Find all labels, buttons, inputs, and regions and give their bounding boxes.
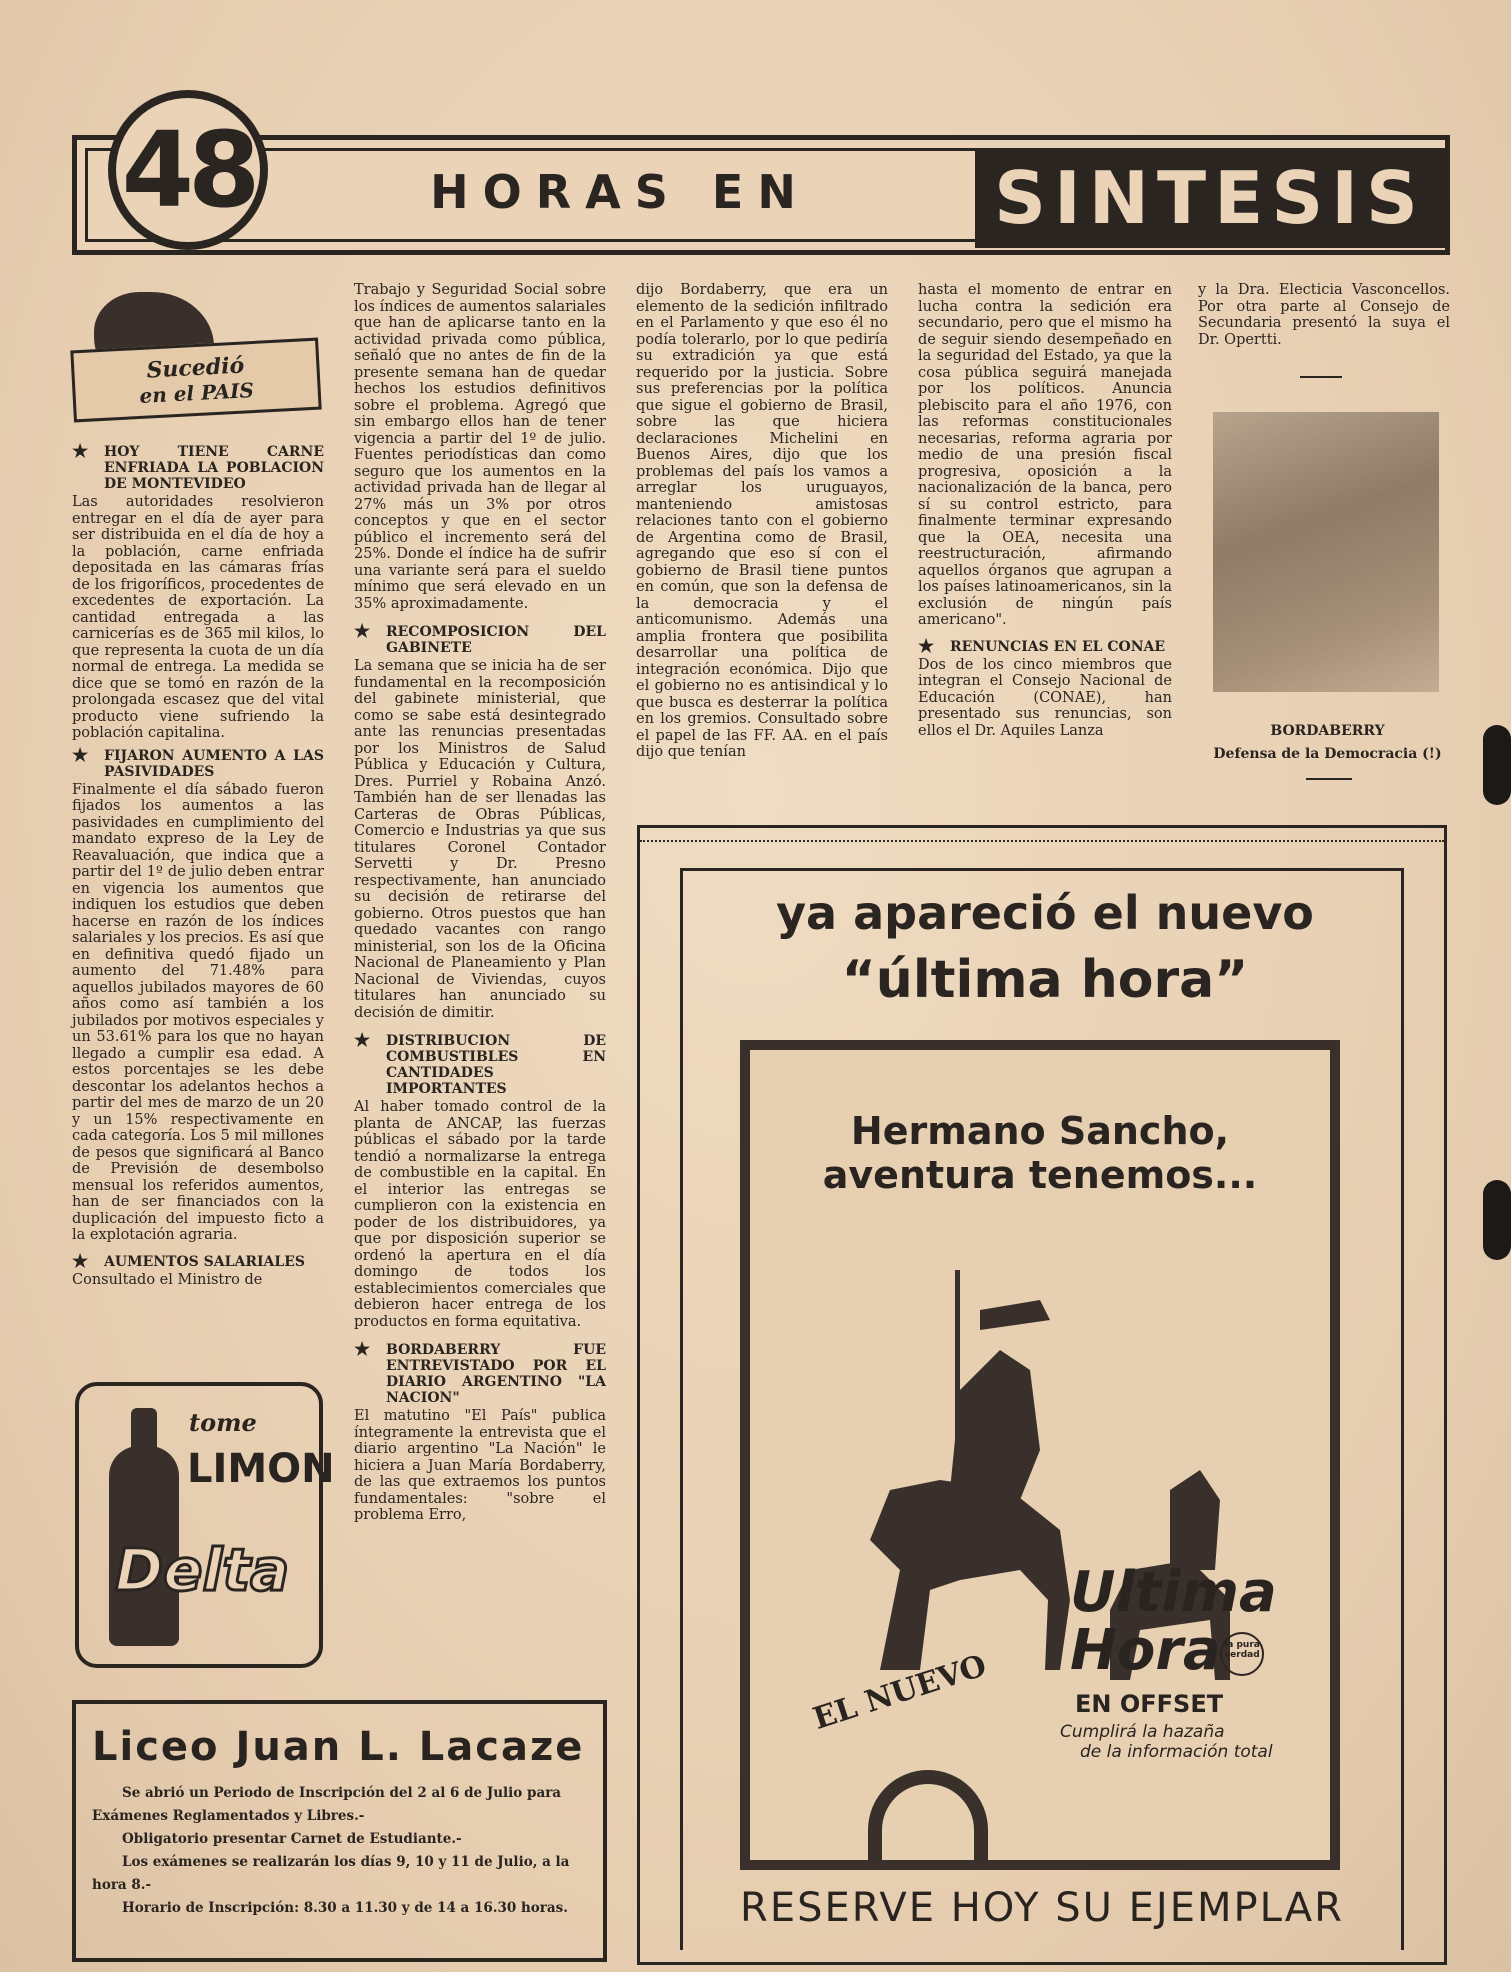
ad-headline-1: ya apareció el nuevo — [776, 886, 1314, 940]
article-headline: ★ RECOMPOSICION DEL GABINETE — [354, 621, 606, 656]
article-headline: ★ AUMENTOS SALARIALES — [72, 1250, 305, 1272]
article-body: Dos de los cinco miembros que integran el Consejo Nacional de Educación (CONAE), han presentado sus renuncias, son ellos el Dr. Aquiles Lanza — [918, 656, 1172, 739]
ad-reserve-footer: RESERVE HOY SU EJEMPLAR — [740, 1885, 1344, 1931]
column-2 — [354, 282, 606, 1524]
delta-ad-limon: LIMON — [187, 1446, 335, 1492]
ad-tagline-1: Cumplirá la hazaña — [1060, 1722, 1225, 1742]
star-icon: ★ — [72, 441, 89, 462]
liceo-line: Obligatorio presentar Carnet de Estudiante.- — [122, 1831, 462, 1847]
article-body: hasta el momento de entrar en lucha contra la sedición era secundario, pero que el mismo ha de seguir siendo desempeñado en la seguridad del Estado, ya que la cosa pública seguirá manejada por los políticos. Anuncia plebiscito para el año 1976, con las reformas constitucionales necesarias, reforma agraria por medio de una presión fiscal progresiva, oposición a la nacionalización de la banca, pero sí su control estricto, para finalmente terminar expresando que la OEA, necesita una reestructuración, afirmando aquellos órganos que agrupan a los países latinoamericanos, sin la exclusión de ningún país americano". — [918, 282, 1172, 628]
liceo-title: Liceo Juan L. Lacaze — [92, 1724, 585, 1770]
star-icon: ★ — [72, 1250, 89, 1272]
liceo-notice — [72, 1700, 607, 1962]
article-body: La semana que se inicia ha de ser fundamental en la recomposición del gabinete ministerial, que como se sabe está desintegrado ante las renuncias presentadas por los Ministros de Salud Pública y Educación y Cultura, Dres. Purriel y Robaina Anzó. También han de ser llenadas las Carteras de Obras Públicas, Comercio e Industrias ya que sus titulares Coronel Contador Servetti y Dr. Presno respectivamente, han anunciado su decisión de retirarse del gobierno. Otros puestos que han quedado vacantes con rango ministerial, son los de la Oficina Nacional de Planeamiento y Plan Nacional de Viviendas, cuyos titulares han anunciado su decisión de dimitir. — [354, 658, 606, 1021]
section-logo-line1: Sucedió — [145, 352, 245, 384]
column-5 — [1198, 282, 1450, 348]
bordaberry-portrait-photo — [1213, 412, 1439, 692]
ad-tagline-2: de la información total — [1080, 1742, 1273, 1762]
column-4 — [918, 282, 1172, 739]
portrait-name: BORDABERRY — [1270, 723, 1385, 739]
star-icon: ★ — [72, 744, 89, 766]
ad-logo-ultima: Ultima — [1070, 1560, 1277, 1625]
delta-ad-brand: Delta — [115, 1536, 290, 1604]
article-headline: ★ DISTRIBUCION DE COMBUSTIBLES EN CANTIDADES IMPORTANTES — [354, 1030, 606, 1097]
ad-headline-2: “última hora” — [841, 950, 1249, 1010]
divider — [1306, 778, 1352, 780]
divider — [1300, 376, 1342, 378]
star-icon: ★ — [918, 635, 935, 657]
ad-logo-hora: Hora — [1070, 1618, 1221, 1683]
delta-ad-tome: tome — [189, 1408, 257, 1437]
article-headline: ★ FIJARON AUMENTO A LAS PASIVIDADES — [72, 744, 324, 780]
column-1 — [72, 438, 324, 1288]
star-icon: ★ — [354, 1339, 371, 1360]
article-body: dijo Bordaberry, que era un elemento de la sedición infiltrado en el Parlamento y que eso él no podía tolerarlo, por lo que pediría su extradición ya que está requerido por la justicia. Sobre sus preferencias por la política que sigue el gobierno de Brasil, sobre las que hiciera declaraciones Michelini en Buenos Aires, dijo que los problemas del país los vamos a arreglar los uruguayos, manteniendo amistosas relaciones tanto con el gobierno de Argentina como de Brasil, agregando que eso sí con el gobierno de Brasil tiene puntos en común, que son la defensa de la democracia y el anticomunismo. Además una amplia frontera que posibilita desarrollar una política de integración económica. Dijo que el gobierno no es antisindical y lo que busca es desterrar la política en los gremios. Consultado sobre el papel de las FF. AA. en el país dijo que tenían — [636, 282, 888, 760]
binding-hole — [1483, 725, 1511, 805]
article-headline: ★ HOY TIENE CARNE ENFRIADA LA POBLACION DE MONTEVIDEO — [72, 441, 324, 492]
section-logo-line2: en el PAIS — [138, 378, 255, 408]
article-body: Finalmente el día sábado fueron fijados los aumentos a las pasividades en cumplimiento del mandato expreso de la Ley de Reavaluación, que indica que a partir del 1º de julio deben entrar en vigencia los aumentos que indiquen los estudios que deben hacerse en razón de los índices salariales y los precios. Es así que en definitiva quedó fijado un aumento del 71.48% para aquellos jubilados mayores de 60 años como así también a los jubilados por motivos especiales y un 53.61% para los que no hayan llegado a cumplir esa edad. A estos porcentajes se les debe descontar los adelantos hechos a partir del mes de marzo de un 20 y un 15% respectivamente en cada categoría. Los 5 mil millones de pesos que significará al Banco de Previsión de desembolso mensual los referidos aumentos, han de ser financiados con la duplicación del impuesto ficto a la explotación agraria. — [72, 781, 324, 1243]
liceo-line: Los exámenes se realizarán los días 9, 10 y 11 de Julio, a la hora 8.- — [92, 1854, 570, 1893]
ad-en-offset: EN OFFSET — [1075, 1690, 1224, 1718]
portrait-caption — [1190, 720, 1465, 766]
delta-limon-ad — [75, 1382, 335, 1668]
article-body: Al haber tomado control de la planta de ANCAP, las fuerzas públicas el sábado por la tarde tendió a normalizarse la entrega de combustible en la capital. En el interior las entregas se cumplieron con la existencia en poder de los distribuidores, ya que por disposición superior se ordenó la apertura en el día domingo de todos los establecimientos comerciales que debieron hacer entrega de los productos en forma equitativa. — [354, 1099, 606, 1330]
liceo-line: Horario de Inscripción: 8.30 a 11.30 y de 14 a 16.30 horas. — [122, 1900, 568, 1916]
article-body: Consultado el Ministro de — [72, 1271, 263, 1288]
masthead-sintesis: SINTESIS — [975, 148, 1445, 248]
portrait-subtitle: Defensa de la Democracia (!) — [1213, 746, 1442, 762]
ad-dotted-border — [640, 828, 1444, 842]
article-body: El matutino "El País" publica íntegramente la entrevista que el diario argentino "La Nación" le hiciera a Juan María Bordaberry, de las que extraemos los puntos fundamentales: "sobre el problema Erro, — [354, 1408, 606, 1523]
ad-logo-seal: la pura verdad — [1220, 1632, 1264, 1676]
column-3 — [636, 282, 888, 761]
ad-el-nuevo: EL NUEVO — [808, 1648, 991, 1737]
star-icon: ★ — [354, 621, 371, 642]
don-quixote-poster — [740, 1040, 1340, 1870]
star-icon: ★ — [354, 1030, 371, 1051]
poster-line-2: aventura tenemos... — [822, 1153, 1258, 1197]
masthead-number-logo: 48 — [108, 90, 268, 250]
poster-line-1: Hermano Sancho, — [850, 1109, 1230, 1153]
binding-hole — [1483, 1180, 1511, 1260]
liceo-line: Se abrió un Periodo de Inscripción del 2 al 6 de Julio para Exámenes Reglamentados y Libres.- — [92, 1785, 562, 1824]
article-headline: ★ BORDABERRY FUE ENTREVISTADO POR EL DIARIO ARGENTINO "LA NACION" — [354, 1339, 606, 1406]
article-body: y la Dra. Electicia Vasconcellos. Por otra parte al Consejo de Secundaria presentó la suya el Dr. Opertti. — [1198, 282, 1450, 348]
article-body: Las autoridades resolvieron entregar en el día de ayer para ser distribuida en el día de hoy a la población, carne enfriada depositada en las cámaras frías de los frigoríficos, procedentes de excedentes de exportación. La cantidad entregada a las carnicerías es de 365 mil kilos, lo que representa la cuota de un día normal de entrega. La medida se dice que se tomó en razón de la prolongada escasez que del vital producto viene sufriendo la población capitalina. — [72, 494, 324, 741]
masthead-horas-en: HORAS EN — [430, 165, 810, 219]
article-body: Trabajo y Seguridad Social sobre los índices de aumentos salariales que han de aplicarse tanto en la actividad privada como pública, señaló que no antes de fin de la presente semana han de quedar hechos los estudios definitivos sobre el problema. Agregó que sin embargo ellos han de tener vigencia a partir del 1º de julio. Fuentes periodísticas dan como seguro que los aumentos en la actividad privada han de llegar al 27% más un 3% por otros conceptos y que en el sector público el incremento será del 25%. Donde el índice ha de sufrir una variante será para el sueldo mínimo que será elevado en un 35% aproximadamente. — [354, 282, 606, 612]
article-headline: ★ RENUNCIAS EN EL CONAE — [918, 635, 1166, 657]
arch-decoration — [868, 1770, 988, 1870]
section-logo — [72, 292, 324, 420]
